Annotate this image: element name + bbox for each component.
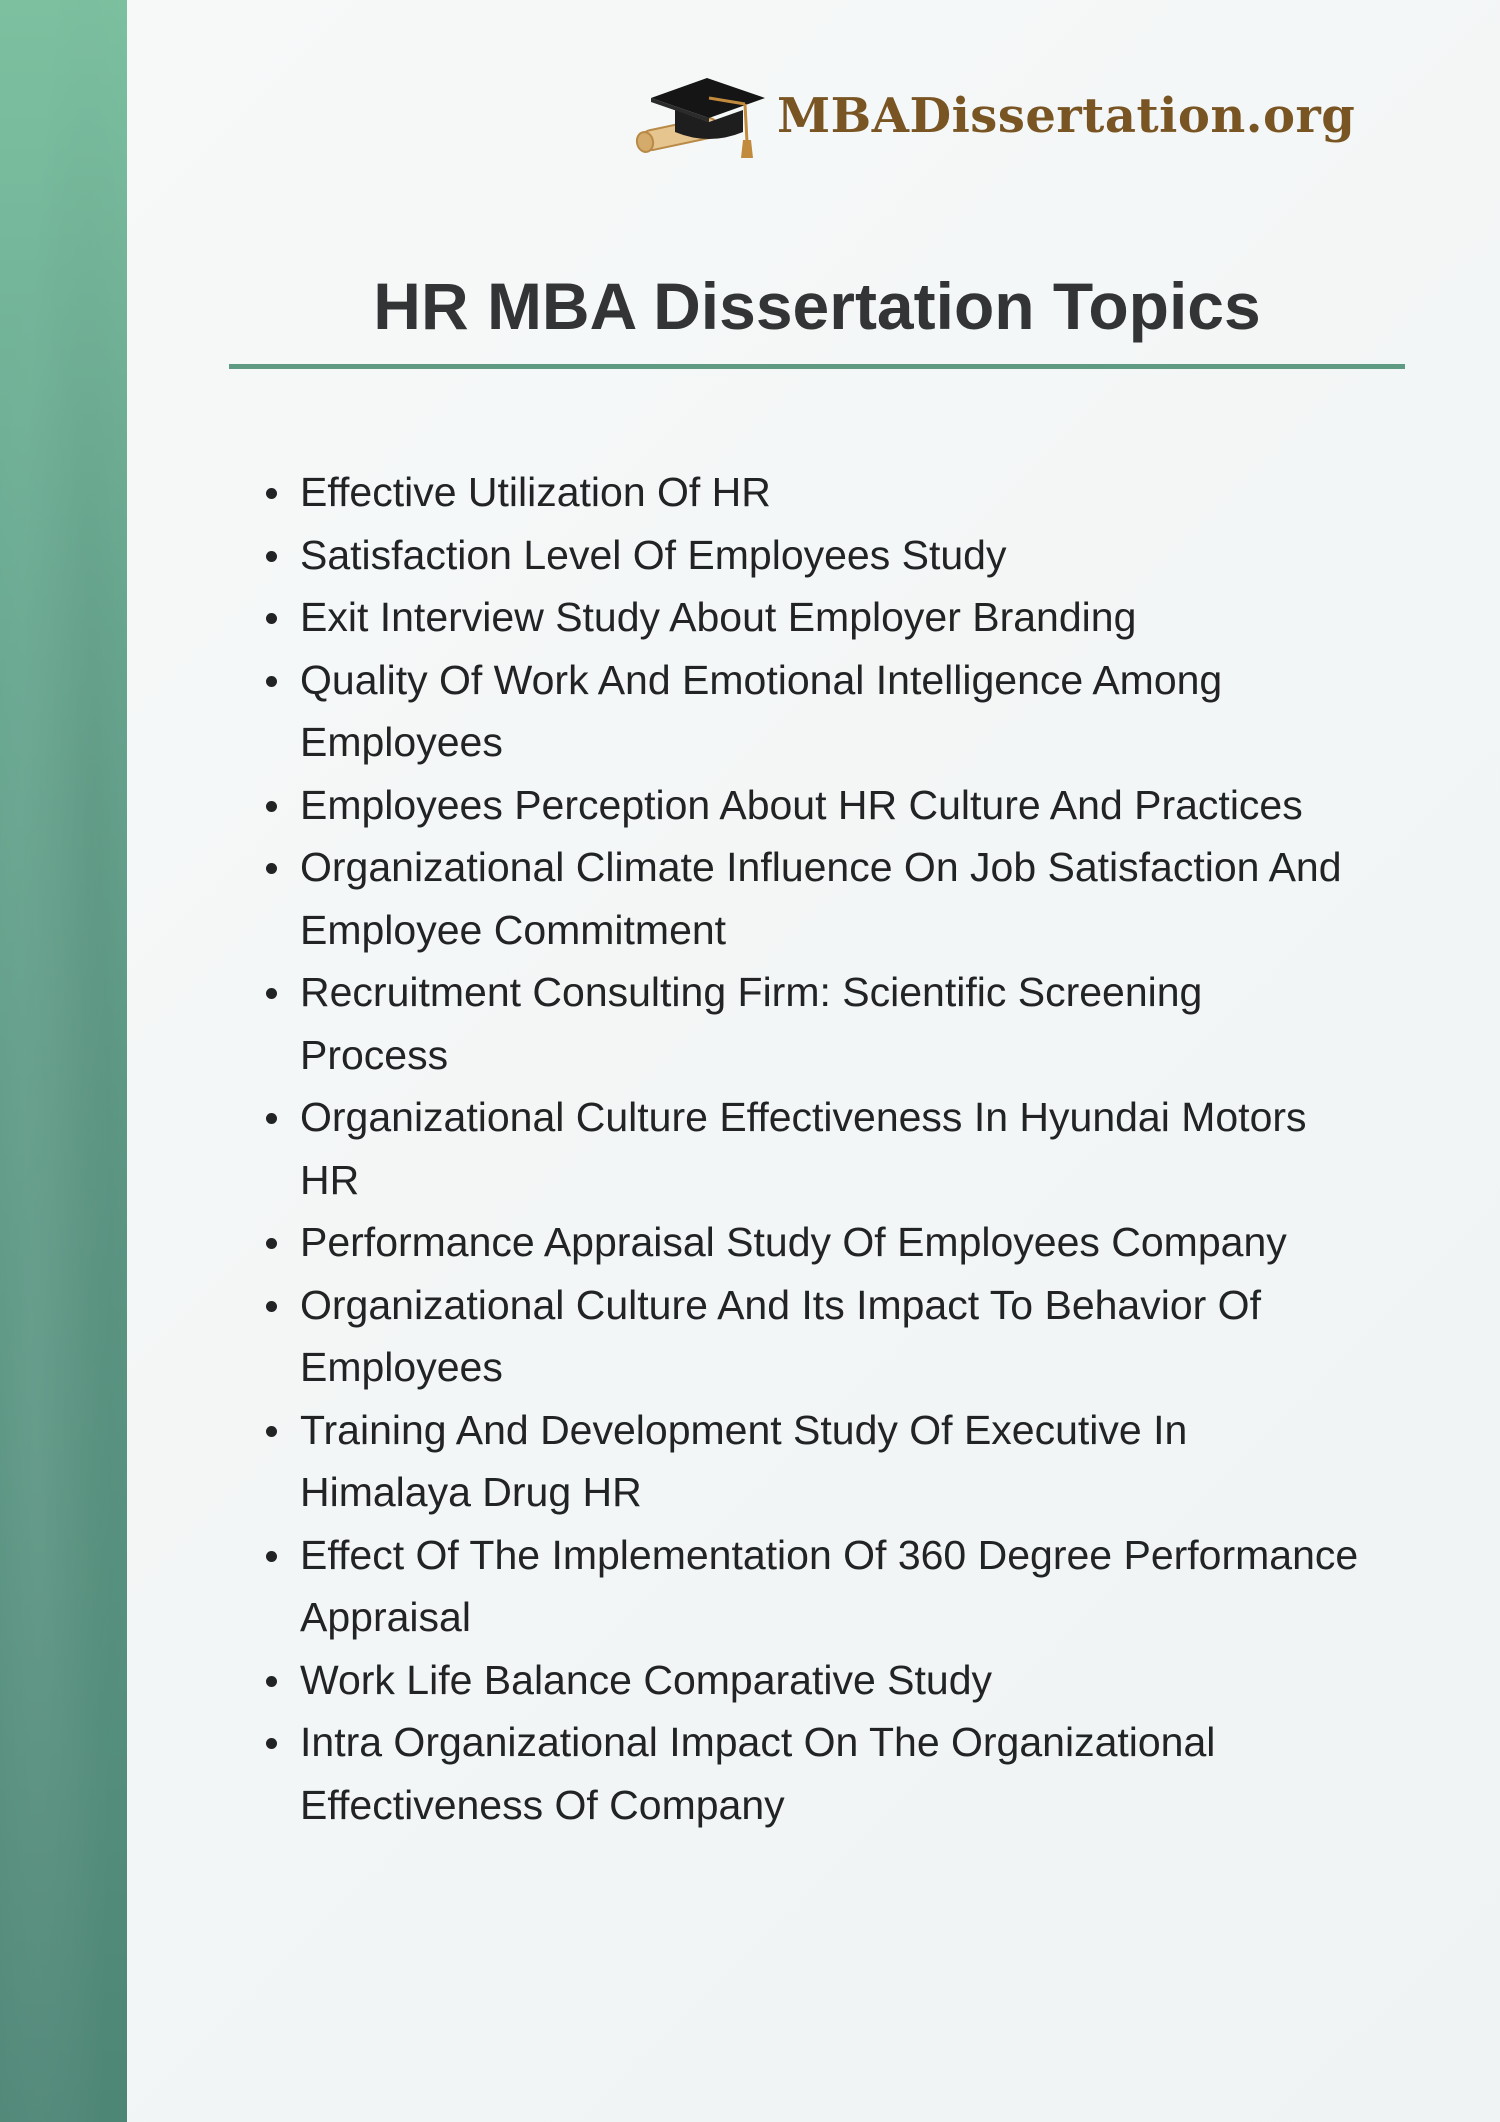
list-item: Employees Perception About HR Culture And Practices	[300, 774, 1360, 837]
logo-wordmark: MBADissertation.org	[777, 88, 1356, 144]
list-item: Performance Appraisal Study Of Employees Company	[300, 1211, 1360, 1274]
list-item: Effective Utilization Of HR	[300, 461, 1360, 524]
graduation-cap-diploma-icon	[633, 72, 773, 172]
title-divider	[229, 364, 1405, 369]
list-item: Exit Interview Study About Employer Branding	[300, 586, 1360, 649]
list-item: Training And Development Study Of Executive In Himalaya Drug HR	[300, 1399, 1360, 1524]
page-title: HR MBA Dissertation Topics	[373, 269, 1261, 343]
list-item: Organizational Climate Influence On Job Satisfaction And Employee Commitment	[300, 836, 1360, 961]
list-item: Effect Of The Implementation Of 360 Degree Performance Appraisal	[300, 1524, 1360, 1649]
list-item: Organizational Culture And Its Impact To Behavior Of Employees	[300, 1274, 1360, 1399]
site-logo[interactable]	[633, 72, 1355, 172]
list-item: Satisfaction Level Of Employees Study	[300, 524, 1360, 587]
side-decorative-band	[0, 0, 127, 2122]
list-item: Recruitment Consulting Firm: Scientific Screening Process	[300, 961, 1360, 1086]
list-item: Quality Of Work And Emotional Intelligence Among Employees	[300, 649, 1360, 774]
list-item: Intra Organizational Impact On The Organizational Effectiveness Of Company	[300, 1711, 1360, 1836]
list-item: Organizational Culture Effectiveness In Hyundai Motors HR	[300, 1086, 1360, 1211]
topics-list	[300, 461, 1360, 1836]
list-item: Work Life Balance Comparative Study	[300, 1649, 1360, 1712]
